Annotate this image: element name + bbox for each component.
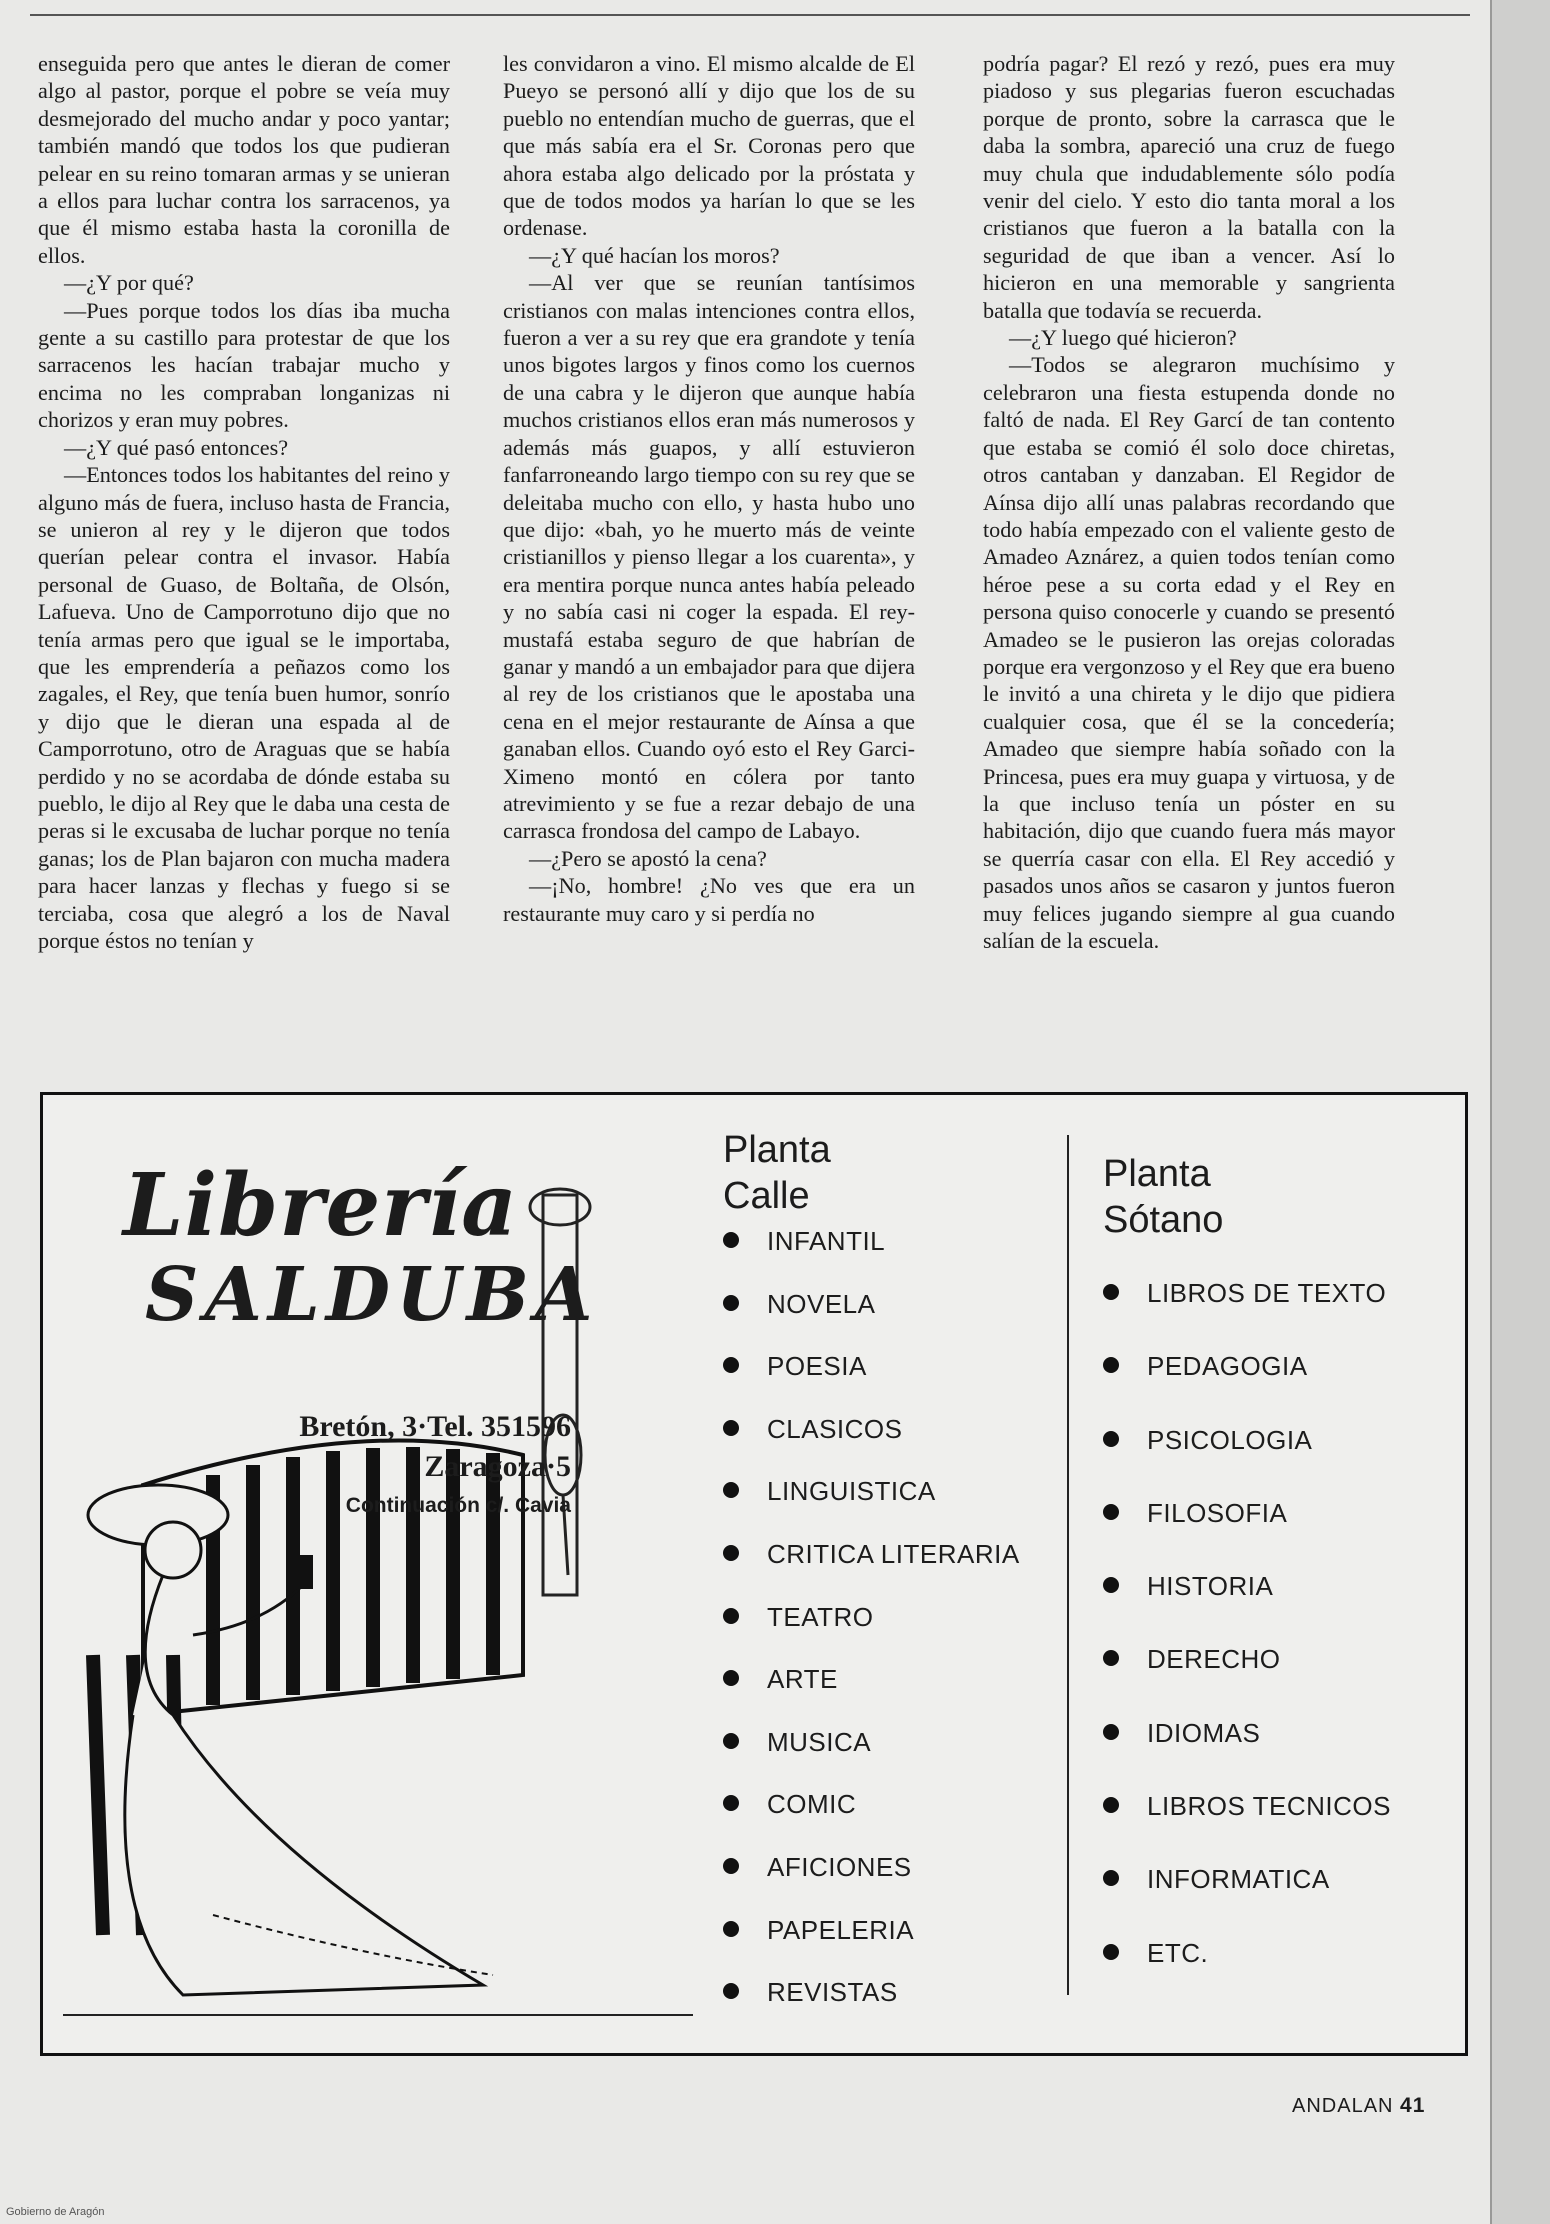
planta-sotano-list (1103, 1151, 1391, 2006)
list-item: PAPELERIA (723, 1910, 1020, 1973)
paragraph: —¿Y qué hacían los moros? (529, 242, 780, 268)
calle-title-1: Planta (723, 1129, 831, 1171)
list-item: CRITICA LITERARIA (723, 1534, 1020, 1597)
page-footer (1292, 2094, 1425, 2118)
list-item: AFICIONES (723, 1847, 1020, 1910)
address-note: Continuación c/. Cavia (345, 1494, 571, 1517)
list-item: MUSICA (723, 1722, 1020, 1785)
text-column-1 (38, 50, 450, 954)
magazine-name: ANDALAN (1292, 2095, 1394, 2117)
list-item: PSICOLOGIA (1103, 1420, 1391, 1493)
list-item: COMIC (723, 1784, 1020, 1847)
list-item: LIBROS TECNICOS (1103, 1786, 1391, 1859)
paragraph: —Al ver que se reunían tantísimos cristianos con malas intenciones contra ellos, fueron a ver a su rey que era grandote y tenía unos bigotes largos y finos como los cuernos de una cabra y le dijeron que aunque había muchos cristianos ellos eran más numerosos y además más guapos, y allí estuvieron fanfarroneando largo tiempo con su rey que se deleitaba mucho con ello, y hasta hubo uno que dijo: «bah, yo he muerto más de veinte cristianillos y pienso llegar a los cuarenta», y era mentira porque nunca antes había peleado y no sabía casi ni coger la espada. El rey-mustafá estaba seguro de que habrían de ganar y mandó a un embajador para que dijera al rey de los cristianos que le apostaba una cena en el mejor restaurante de Aínsa a que ganaban ellos. Cuando oyó esto el Rey Garci-Ximeno montó en cólera por tanto atrevimiento y se fue a rezar debajo de una carrasca frondosa del campo de Labayo. (503, 270, 915, 844)
logo-line-2: SALDUBA (145, 1252, 599, 1338)
page-edge (1490, 0, 1550, 2224)
list-item: TEATRO (723, 1597, 1020, 1660)
list-item: LIBROS DE TEXTO (1103, 1273, 1391, 1346)
sotano-title-2: Sótano (1103, 1199, 1224, 1241)
list-item: INFORMATICA (1103, 1859, 1391, 1932)
paragraph: —Entonces todos los habitantes del reino y alguno más de fuera, incluso hasta de Francia, se unieron al rey y le dijeron que todos querían pelear contra el invasor. Había personal de Guaso, de Boltaña, de Olsón, Lafueva. Uno de Camporrotuno dijo que no tenía armas pero que igual se le importaba, que les emprendería a peñazos como los zagales, el Rey, que tenía buen humor, sonrío y dijo que le dieran una espada al de Camporrotuno, otro de Araguas que se había perdido y no se acordaba de dónde estaba su pueblo, le dijo al Rey que le daba una cesta de peras si le excusaba de luchar porque no tenía ganas; los de Plan bajaron con mucha madera para hacer lanzas y flechas y fuego si se terciaba, cosa que alegró a los de Naval porque éstos no tenían y (38, 462, 450, 953)
bookstore-logo (123, 1155, 623, 1338)
address-block (251, 1407, 571, 1521)
page-number: 41 (1400, 2094, 1426, 2117)
text-column-3 (983, 50, 1395, 954)
bookstore-advertisement (40, 1092, 1468, 2056)
paragraph: —Pues porque todos los días iba mucha gente a su castillo para protestar de que los sarracenos les hacían trabajar mucho y encima no les compraban longanizas ni chorizos y eran muy pobres. (38, 297, 450, 433)
paragraph: enseguida pero que antes le dieran de comer algo al pastor, porque el pobre se veía muy desmejorado del mucho andar y poco yantar; también mandó que todos los que pudieran pelear en su reino tomaran armas y se unieran a ellos para luchar contra los sarracenos, ya que él mismo estaba hasta la coronilla de ellos. (38, 51, 450, 268)
paragraph: —¿Y por qué? (64, 270, 194, 296)
list-item: INFANTIL (723, 1221, 1020, 1284)
paragraph: podría pagar? El rezó y rezó, pues era muy piadoso y sus plegarias fueron escuchadas porque de pronto, sobre la carrasca que le daba la sombra, apareció una cruz de fuego muy chula que indudablemente sólo podía venir del cielo. Y esto dio tanta moral a los cristianos que fueron a la batalla con la seguridad de que iban a vencer. Así lo hicieron en una memorable y sangrienta batalla que todavía se recuerda. (983, 51, 1395, 323)
paragraph: —¿Y luego qué hicieron? (1009, 325, 1237, 351)
paragraph: —¿Pero se apostó la cena? (529, 845, 767, 871)
calle-title-2: Calle (723, 1175, 810, 1217)
list-item: ETC. (1103, 1933, 1391, 2006)
list-item: LINGUISTICA (723, 1471, 1020, 1534)
list-item: PEDAGOGIA (1103, 1346, 1391, 1419)
list-item: CLASICOS (723, 1409, 1020, 1472)
list-item: REVISTAS (723, 1972, 1020, 2035)
paragraph: —Todos se alegraron muchísimo y celebraron una fiesta estupenda donde no faltó de nada. El Rey Garcí de tan contento que estaba se comió él solo doce chiretas, otros cantaban y danzaban. El Regidor de Aínsa dijo allí unas palabras recordando que todo había empezado con el valiente gesto de Amadeo Aznárez, a quien todos tenían como héroe pese a su corta edad y el Rey en persona quiso conocerle y cuando se presentó Amadeo se le pusieron las orejas coloradas porque era vergonzoso y el Rey que era bueno le invitó a una chireta y le dijo que pidiera cualquier cosa, que él se la concedería; Amadeo que siempre había soñado con la Princesa, pues era muy guapa y virtuosa, y de la que incluso tenía un póster en su habitación, dijo que cuando fuera más mayor se querría casar con ella. El Rey accedió y pasados unos años se casaron y juntos fueron muy felices jugando siempre al gua cuando salían de la escuela. (983, 352, 1395, 953)
top-rule (30, 14, 1470, 16)
list-item: NOVELA (723, 1284, 1020, 1347)
paragraph: —¡No, hombre! ¿No ves que era un restaurante muy caro y si perdía no (503, 873, 915, 926)
logo-line-1: Librería (123, 1155, 518, 1256)
address-street: Bretón, 3·Tel. 351596 (299, 1410, 571, 1443)
planta-calle-list (723, 1127, 1020, 2035)
text-column-2 (503, 50, 915, 927)
list-item: POESIA (723, 1346, 1020, 1409)
list-item: HISTORIA (1103, 1566, 1391, 1639)
address-city: Zaragoza·5 (424, 1450, 571, 1483)
list-item: IDIOMAS (1103, 1713, 1391, 1786)
paragraph: —¿Y qué pasó entonces? (64, 434, 289, 460)
archive-credit: Gobierno de Aragón (6, 2206, 105, 2218)
paragraph: les convidaron a vino. El mismo alcalde de El Pueyo se personó allí y dijo que los de su pueblo no entendían mucho de guerras, que el que más sabía era el Sr. Coronas pero que ahora estaba algo delicado por la próstata y que de todos modos ya harían lo que se les ordenase. (503, 51, 915, 241)
sotano-title-1: Planta (1103, 1153, 1211, 1195)
list-item: FILOSOFIA (1103, 1493, 1391, 1566)
list-item: DERECHO (1103, 1639, 1391, 1712)
list-item: ARTE (723, 1659, 1020, 1722)
column-divider (1067, 1135, 1069, 1995)
